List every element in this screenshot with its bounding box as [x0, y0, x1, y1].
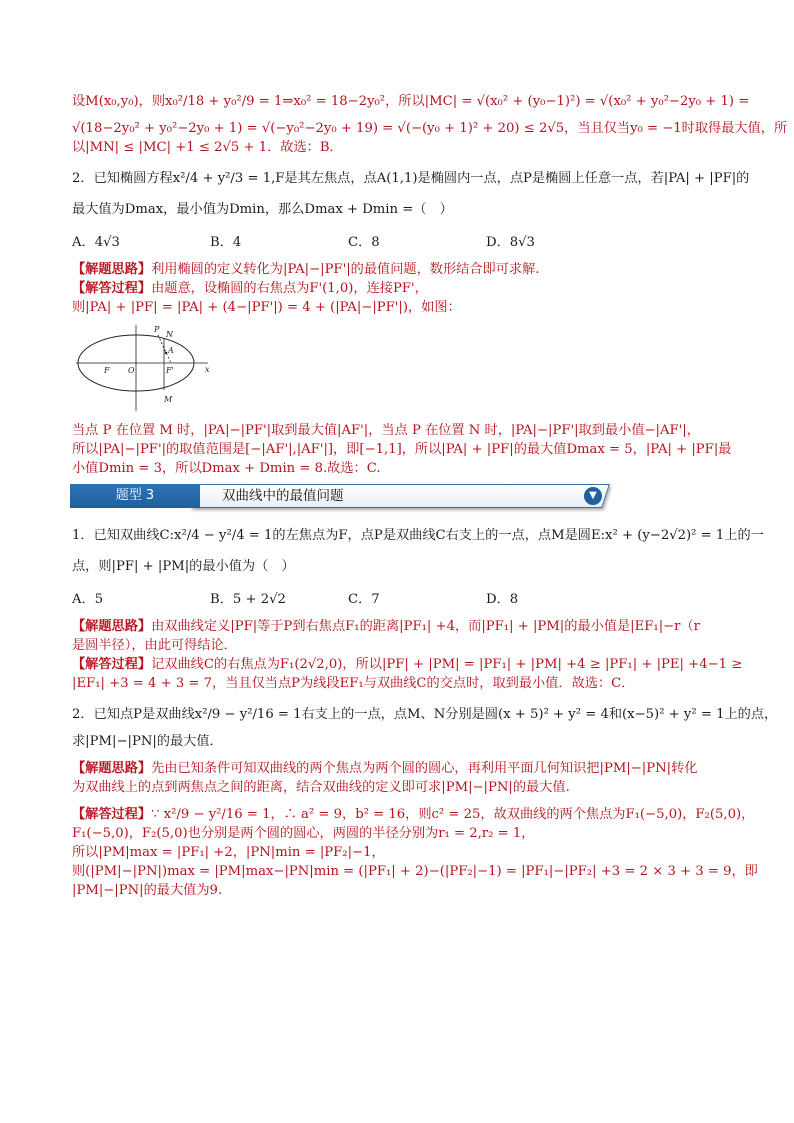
banner-tag: 题型 3	[70, 484, 200, 508]
label-x: x	[205, 365, 210, 374]
q2-process-text: 由题意，设椭圆的右焦点为F'(1,0)，连接PF'，	[151, 281, 428, 296]
h2-process-text: ∵ x²/9 − y²/16 = 1，∴ a² = 9，b² = 16，则c² = 25，故双曲线的两个焦点为F₁(−5,0)，F₂(5,0)，	[151, 807, 755, 822]
h2-process-line-1	[72, 805, 755, 824]
label-a: A	[168, 346, 174, 355]
h2-idea-text: 先由已知条件可知双曲线的两个焦点为两个圆的圆心，再利用平面几何知识把|PM|−|PN|转化	[151, 761, 698, 776]
q2-idea	[72, 260, 722, 279]
h2-idea-line-2: 为双曲线上的点到两焦点之间的距离，结合双曲线的定义即可求|PM|−|PN|的最大值.	[72, 780, 570, 795]
section-banner	[70, 484, 616, 508]
q2-process-line-1	[72, 279, 722, 298]
q2-after-line-2: 所以|PA|−|PF'|的取值范围是[−|AF'|,|AF'|]，即[−1,1]，所以|PA| + |PF|的最大值Dmax = 5，|PA| + |PF|最	[72, 442, 732, 457]
h1-process-line-1	[72, 655, 743, 674]
h2-idea-label: 【解题思路】	[72, 761, 152, 776]
h1-process-line-2: |EF₁| +3 = 4 + 3 = 7，当且仅当点P为线段EF₁与双曲线C的交点时，取到最小值．故选：C．	[72, 676, 635, 691]
q2-stem-line-2: 最大值为Dmax，最小值为Dmin，那么Dmax + Dmin =（ ）	[72, 202, 453, 217]
h1-choice-b: B．5 + 2√2	[210, 592, 286, 607]
q2-after-line-1: 当点 P 在位置 M 时，|PA|−|PF'|取到最大值|AF'|，当点 P 在位置 N 时，|PA|−|PF'|取到最小值−|AF'|，	[72, 423, 700, 438]
q2-stem-line-1: 2．已知椭圆方程x²/4 + y²/3 = 1,F是其左焦点，点A(1,1)是椭圆内一点，点P是椭圆上任意一点，若|PA| + |PF|的	[72, 171, 750, 186]
h1-choice-d: D．8	[486, 592, 519, 607]
h1-stem-line-2: 点，则|PF| + |PM|的最小值为（ ）	[72, 559, 295, 574]
h2-process-line-3: 所以|PM|max = |PF₁| +2，|PN|min = |PF₂|−1，	[72, 845, 385, 860]
document-page	[72, 92, 788, 900]
h2-stem-line-2: 求|PM|−|PN|的最大值．	[72, 734, 223, 749]
label-f: F	[104, 366, 110, 375]
h2-process-label: 【解答过程】	[72, 807, 152, 822]
label-f-prime: F'	[166, 366, 174, 375]
prev-solution-line-3: 以|MN| ≤ |MC| +1 ≤ 2√5 + 1．故选：B．	[72, 140, 343, 155]
h1-choice-a: A．5	[72, 592, 104, 607]
h1-idea-label: 【解题思路】	[72, 619, 152, 634]
label-o: O	[128, 366, 135, 375]
ellipse-figure	[74, 323, 214, 413]
q2-process-line-2: 则|PA| + |PF| = |PA| + (4−|PF'|) = 4 + (|PA|−|PF'|)，如图：	[72, 300, 461, 315]
banner-title: 双曲线中的最值问题	[222, 488, 344, 504]
label-n: N	[166, 330, 173, 339]
h2-idea-line-1	[72, 759, 722, 778]
q2-idea-label: 【解题思路】	[72, 262, 152, 277]
h1-choice-c: C．7	[348, 592, 380, 607]
h2-process-line-4: 则(|PM|−|PN|)max = |PM|max−|PN|min = (|PF₁| + 2)−(|PF₂|−1) = |PF₁|−|PF₂| +3 = 2 × 3 + 3 = 9，即	[72, 864, 758, 879]
h1-idea-line-1	[72, 617, 722, 636]
q2-after-line-3: 小值Dmin = 3，所以Dmax + Dmin = 8.故选：C.	[72, 461, 381, 476]
h1-idea-text: 由双曲线定义|PF|等于P到右焦点F₁的距离|PF₁| +4，而|PF₁| + |PM|的最小值是|EF₁|−r（r	[151, 619, 700, 634]
q2-choice-c: C．8	[348, 235, 380, 250]
prev-solution-line-2: √(18−2y₀² + y₀²−2y₀ + 1) = √(−y₀²−2y₀ + 19) = √(−(y₀ + 1)² + 20) ≤ 2√5，当且仅当y₀ = −1时取得最大值，所	[72, 121, 788, 136]
h1-process-text: 记双曲线C的右焦点为F₁(2√2,0)，所以|PF| + |PM| = |PF₁| + |PM| +4 ≥ |PF₁| + |PE| +4−1 ≥	[151, 657, 743, 672]
chevron-down-icon[interactable]: ▼	[584, 487, 602, 505]
h2-stem-line-1: 2．已知点P是双曲线x²/9 − y²/16 = 1右支上的一点，点M、N分别是圆(x + 5)² + y² = 4和(x−5)² + y² = 1上的点，	[72, 707, 778, 722]
prev-solution-line-1: 设M(x₀,y₀)，则x₀²/18 + y₀²/9 = 1⇒x₀² = 18−2y₀²，所以|MC| = √(x₀² + (y₀−1)²) = √(x₀² + y₀²−2y₀ + 1) =	[72, 94, 750, 109]
label-p: P	[154, 325, 160, 334]
q2-choice-a: A．4√3	[72, 235, 120, 250]
h2-process-line-2: F₁(−5,0)，F₂(5,0)也分别是两个圆的圆心，两圆的半径分别为r₁ = 2,r₂ = 1，	[72, 826, 535, 841]
h1-stem-line-1: 1．已知双曲线C:x²/4 − y²/4 = 1的左焦点为F，点P是双曲线C右支上的一点，点M是圆E:x² + (y−2√2)² = 1上的一	[72, 528, 764, 543]
q2-choices	[72, 233, 722, 252]
q2-choice-b: B．4	[210, 235, 242, 250]
h2-process-line-5: |PM|−|PN|的最大值为9.	[72, 883, 223, 898]
q2-process-label: 【解答过程】	[72, 281, 152, 296]
q2-idea-text: 利用椭圆的定义转化为|PA|−|PF'|的最值问题，数形结合即可求解.	[151, 262, 540, 277]
h1-idea-line-2: 是圆半径），由此可得结论．	[72, 638, 237, 653]
q2-choice-d: D．8√3	[486, 235, 535, 250]
h1-process-label: 【解答过程】	[72, 657, 152, 672]
h1-choices	[72, 590, 722, 609]
point-a	[165, 352, 167, 354]
label-m: M	[164, 395, 173, 404]
